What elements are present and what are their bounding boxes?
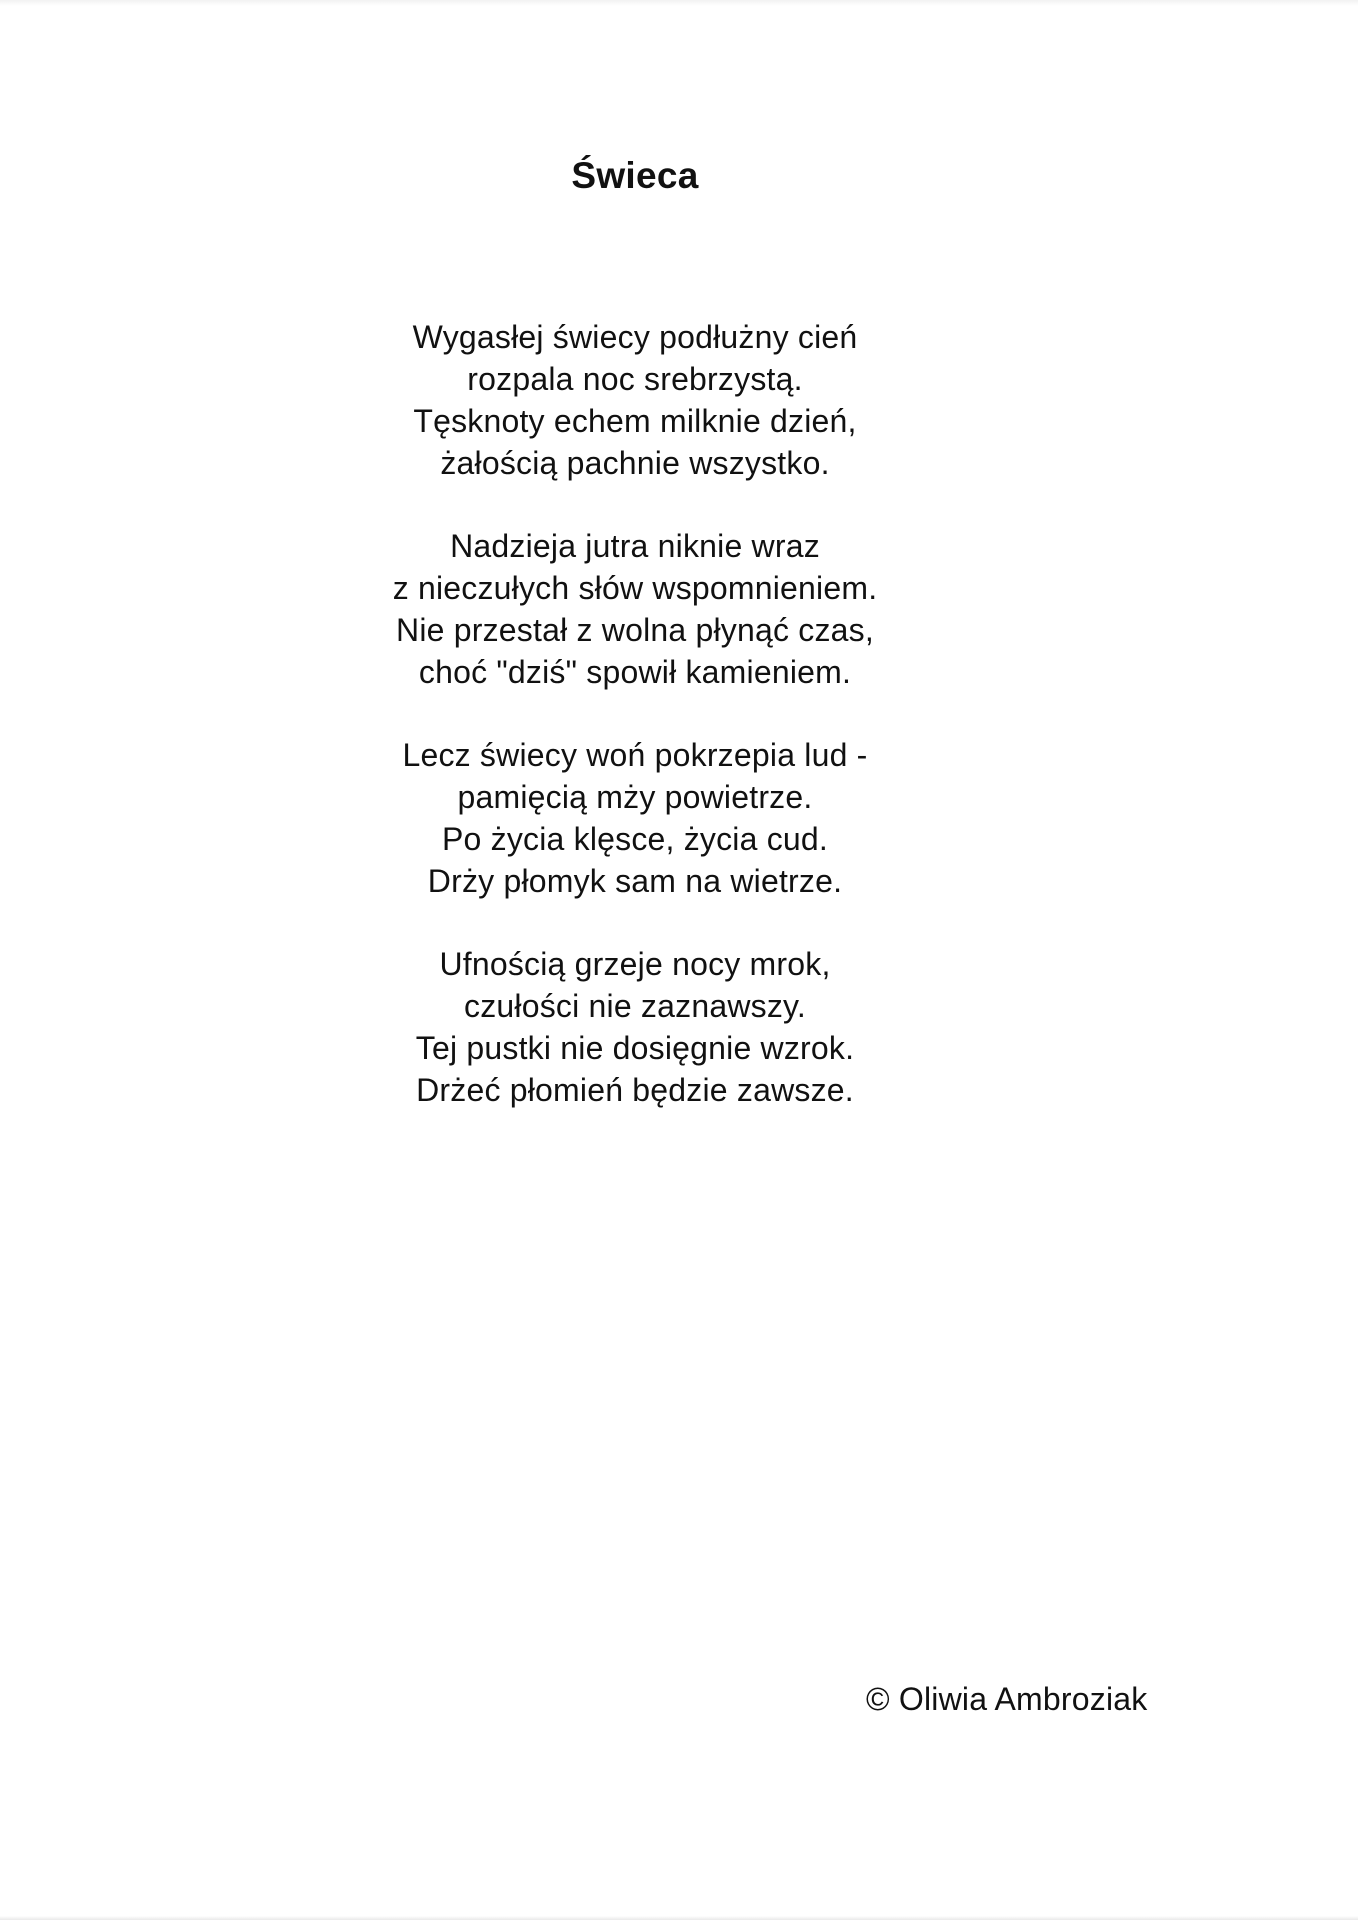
poem-line: rozpala noc srebrzystą.: [467, 361, 803, 397]
scan-edge-bottom: [0, 1916, 1358, 1920]
copyright-author: © Oliwia Ambroziak: [866, 1681, 1148, 1717]
stanza-2: [0, 525, 1270, 693]
scan-edge-top: [0, 0, 1358, 6]
poem-line: Nadzieja jutra niknie wraz: [450, 528, 820, 564]
poem-line: Tej pustki nie dosięgnie wzrok.: [415, 1030, 855, 1066]
poem-line: Nie przestał z wolna płynąć czas,: [396, 612, 874, 648]
poem-line: Po życia klęsce, życia cud.: [442, 821, 828, 857]
poem-line: Drży płomyk sam na wietrze.: [427, 863, 843, 899]
poem-line: z nieczułych słów wspomnieniem.: [392, 570, 878, 606]
stanza-4: [0, 943, 1270, 1111]
poem-line: choć "dziś" spowił kamieniem.: [418, 654, 852, 690]
poem-body: [0, 316, 1270, 1152]
poem-line: czułości nie zaznawszy.: [464, 988, 806, 1024]
stanza-3: [0, 734, 1270, 902]
poem-line: Wygasłej świecy podłużny cień: [412, 319, 858, 355]
poem-title: Świeca: [571, 155, 699, 196]
poem-line: pamięcią mży powietrze.: [457, 779, 813, 815]
poem-line: Lecz świecy woń pokrzepia lud -: [402, 737, 868, 773]
poem-line: żałością pachnie wszystko.: [440, 445, 830, 481]
poem-line: Ufnością grzeje nocy mrok,: [439, 946, 831, 982]
poem-line: Tęsknoty echem milknie dzień,: [413, 403, 857, 439]
poem-line: Drżeć płomień będzie zawsze.: [416, 1072, 854, 1108]
stanza-1: [0, 316, 1270, 484]
